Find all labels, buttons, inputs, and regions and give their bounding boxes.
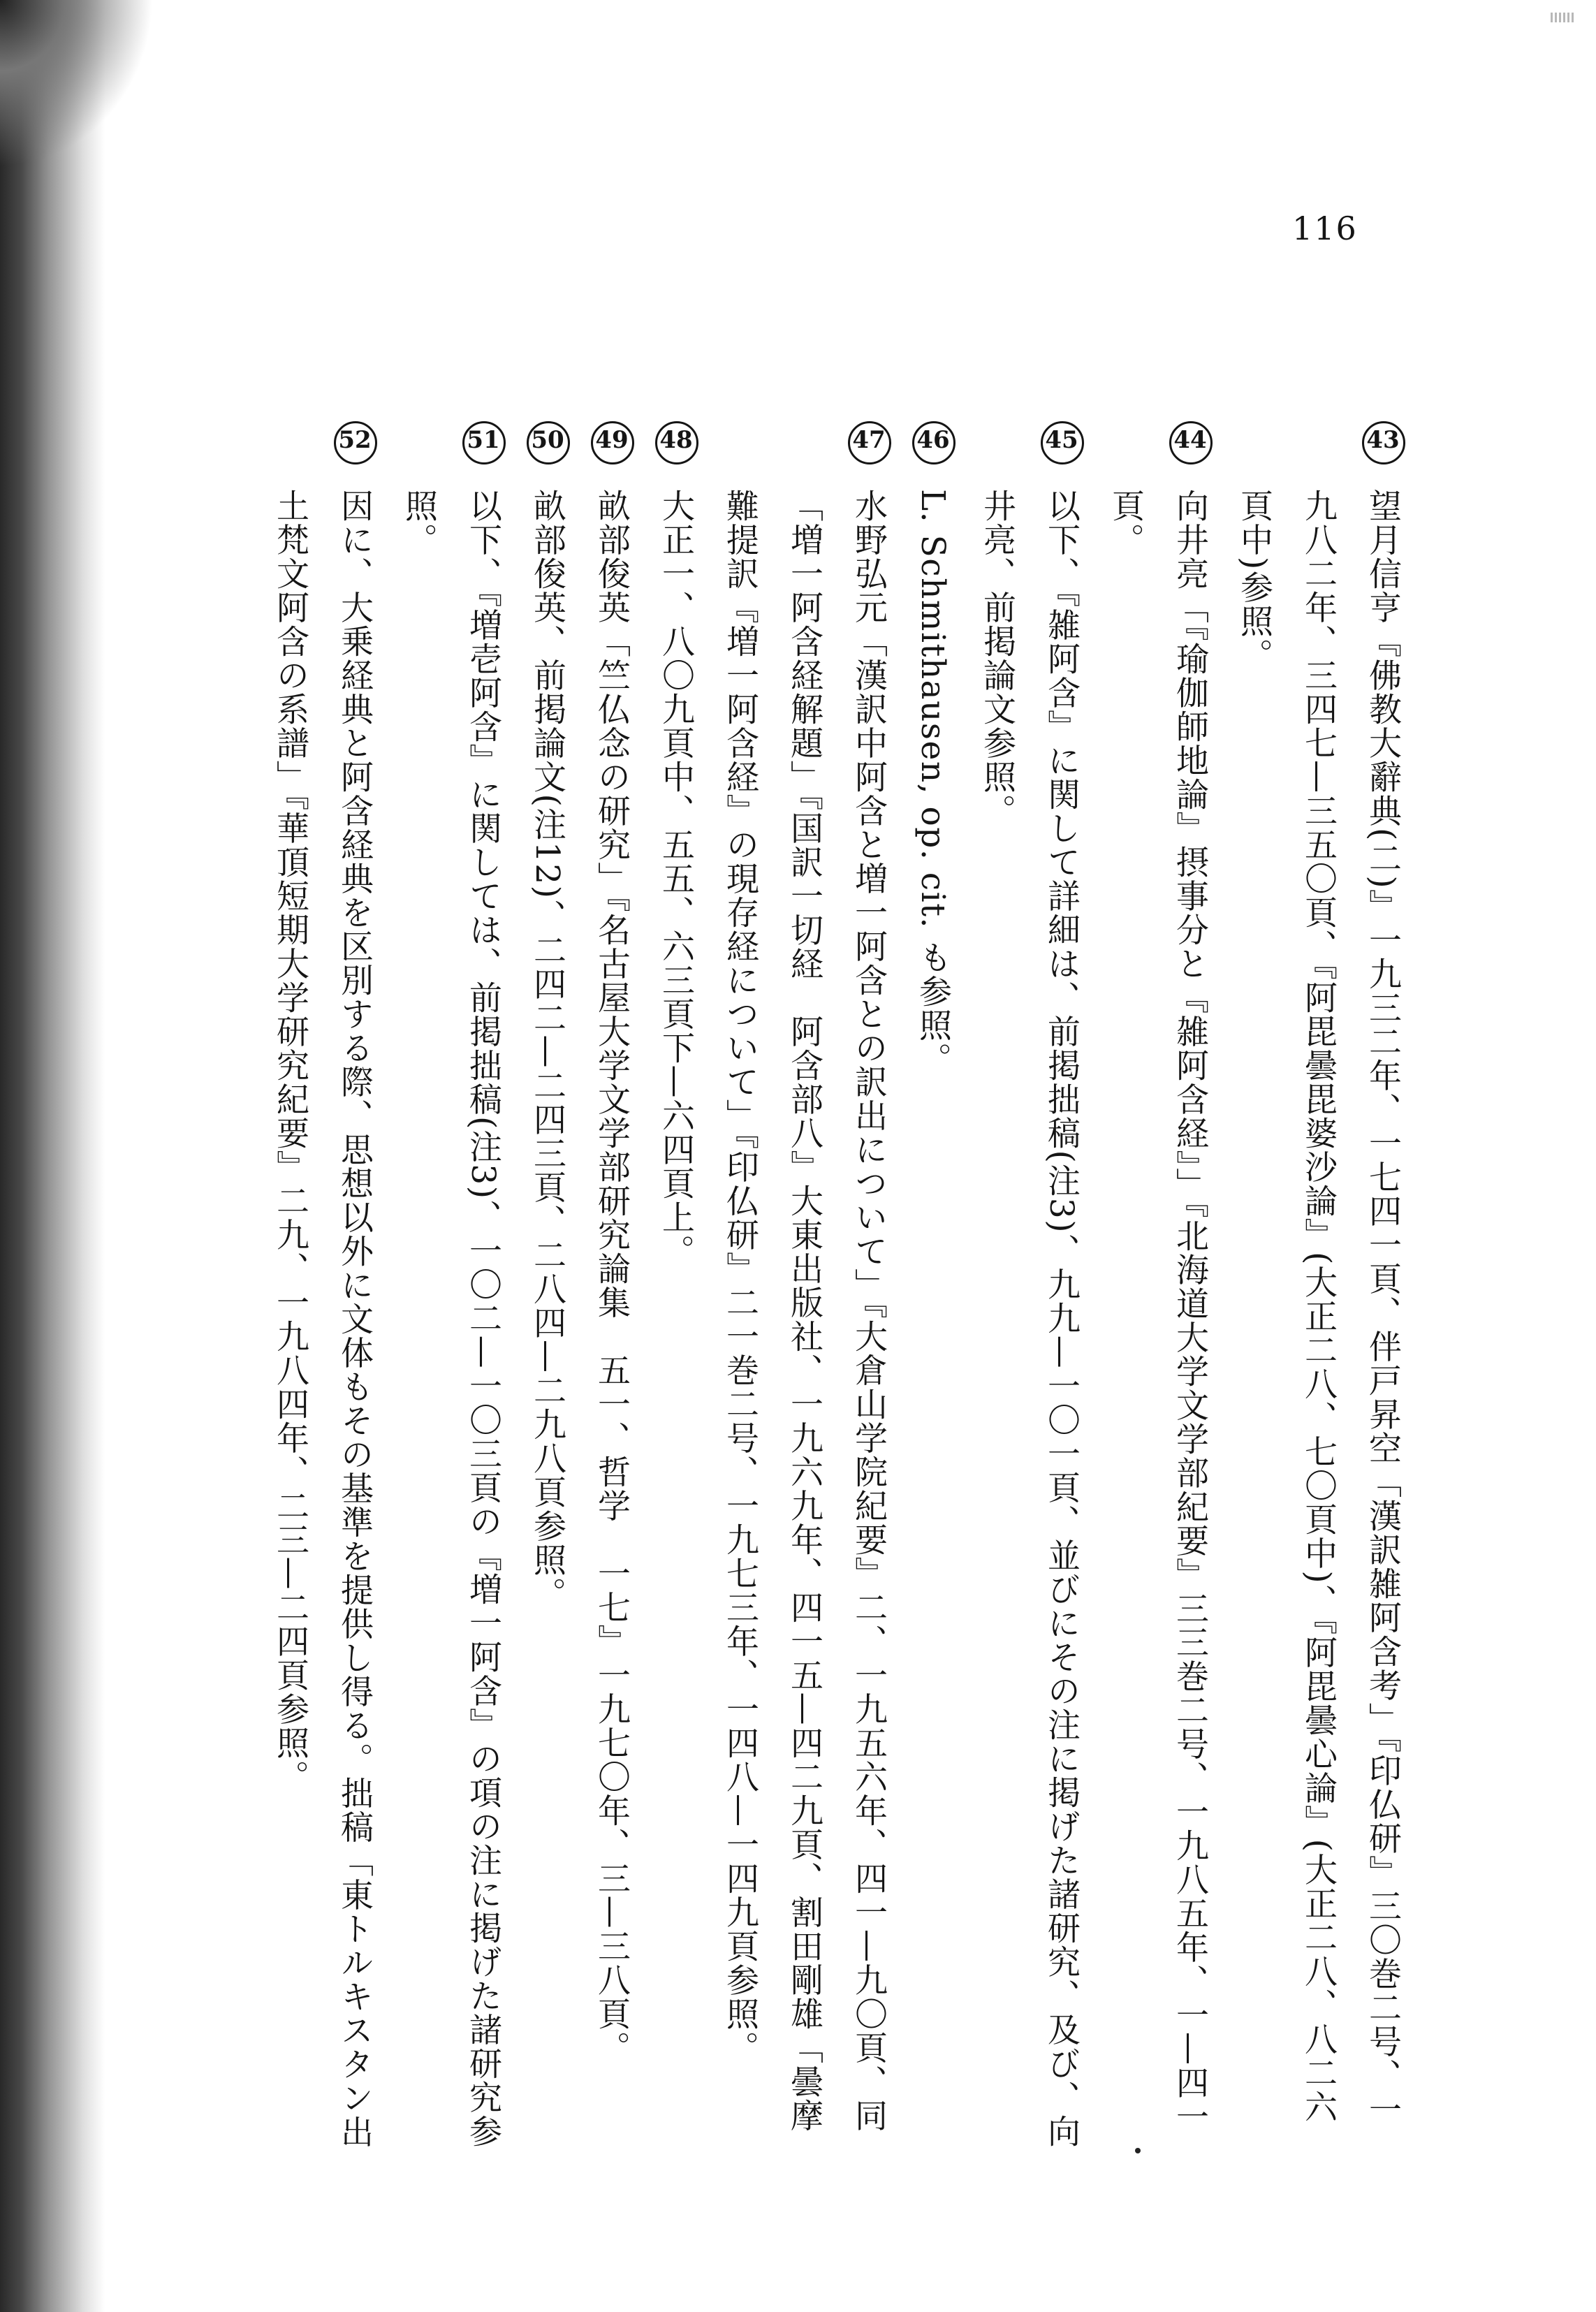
note-number: 49 [589,419,635,465]
note-number: 45 [1039,419,1085,465]
note-text: 望月信亨『佛教大辭典(二)』一九三二年、一七四一頁、伴戸昇空「漢訳雑阿含考」『印仏研』三〇巻二号、一九八二年、三四七—三五〇頁、『阿毘曇毘婆沙論』(大正二八、七〇頁中)、『阿毘曇心論』(大正二八、八二六頁中)参照。 [1235,489,1402,2127]
page-number: 116 [1292,210,1358,247]
note-number: 48 [653,419,699,465]
note-51 [386,419,515,2151]
scan-edge-shadow [0,0,105,2312]
note-text: 以下、『雑阿含』に関して詳細は、前掲拙稿(注3)、九九—一〇一頁、並びにその注に掲げた諸研究、及び、向井亮、前掲論文参照。 [978,489,1081,2149]
note-number: 46 [910,419,956,465]
note-45 [965,419,1093,2151]
note-49 [579,419,643,2151]
endnotes [258,419,1414,2151]
note-text: 因に、大乗経典と阿含経典を区別する際、思想以外に文体もその基準を提供し得る。拙稿「東トルキスタン出土梵文阿含の系譜」『華頂短期大学研究紀要』二九、一九八四年、二三—二四頁参照。 [271,489,374,2149]
note-number: 47 [846,419,892,465]
note-text: 畝部俊英、前掲論文(注12)、二四二—二四三頁、二八四—二九八頁参照。 [528,489,566,1611]
note-46 [900,419,965,2151]
note-50 [515,419,579,2151]
note-text: 以下、『増壱阿含』に関しては、前掲拙稿(注3)、一〇二—一〇三頁の『増一阿含』の項の注に掲げた諸研究参照。 [400,489,502,2149]
note-47 [708,419,900,2151]
note-43 [1222,419,1414,2151]
note-number: 52 [332,419,378,465]
note-52 [258,419,386,2151]
scan-corner-shadow [0,0,154,168]
note-text: 向井亮「『瑜伽師地論』摂事分と『雑阿含経』」『北海道大学文学部紀要』三三巻二号、一九八五年、一—四一頁。 [1106,489,1209,2134]
scan-artifact [1551,13,1574,22]
note-44 [1093,419,1222,2151]
note-number: 44 [1167,419,1213,465]
note-48 [643,419,708,2151]
note-number: 51 [460,419,506,465]
note-text: L. Schmithausen, op. cit. も参照。 [914,489,952,1076]
note-text: 大正一、八〇九頁中、五五、六三頁下—六四頁上。 [657,489,695,1268]
note-number: 50 [525,419,571,465]
note-text: 畝部俊英「竺仏念の研究」『名古屋大学文学部研究論集 五一、哲学 一七』一九七〇年、三—三八頁。 [592,489,631,2065]
note-number: 43 [1360,419,1406,465]
scan-speck [1135,2148,1141,2153]
note-text: 水野弘元「漢訳中阿含と増一阿含との訳出について」『大倉山学院紀要』二、一九五六年、四一—九〇頁、同「増一阿含経解題」『国訳一切経 阿含部八』大東出版社、一九六九年、四一五—四二九頁、割田剛雄「曇摩難提訳『増一阿含経』の現存経について」『印仏研』二一巻二号、一九七三年、一四八—一四九頁参照。 [721,489,888,2132]
